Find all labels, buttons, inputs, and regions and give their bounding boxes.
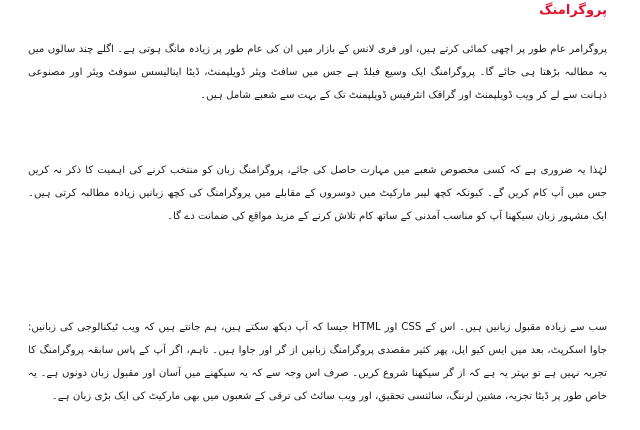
paragraph-3: سب سے زیادہ مقبول زبانیں ہیں۔ اس کے CSS اور HTML جیسا کہ آپ دیکھ سکتے ہیں، ہم جانتے ہیں کہ ویب ٹیکنالوجی کی زبانیں: جاوا اسکرپٹ، بعد میں ایس کیو ایل، پھر کثیر مقصدی پروگرامنگ زبانیں از گر اور جاوا ہیں۔ تاہم، اگر آپ کے پاس سابقہ پروگرامنگ کا تجربہ نہیں ہے تو بہتر یہ ہے کہ از گر سیکھنا شروع کریں۔ صرف اس وجہ سے کہ یہ سیکھنے میں آسان اور مقبول زبان دونوں ہے۔ یہ خاص طور پر ڈیٹا تجزیہ، مشین لرننگ، سائنسی تحقیق، اور ویب سائٹ کی ترقی کے شعبوں میں بھی مارکیٹ کی ایک بڑی زبان ہے۔ (28, 322, 607, 402)
paragraph-2: لہٰذا یہ ضروری ہے کہ کسی مخصوص شعبے میں مہارت حاصل کی جائے، پروگرامنگ زبان کو منتخب کرنے کی اہمیت کا ذکر نہ کریں جس میں آپ کام کریں گے۔ کیونکہ کچھ لیبر مارکیٹ میں دوسروں کے مقابلے میں پروگرامنگ کی کچھ زبانیں زیادہ مطالبہ کرتی ہیں۔ ایک مشہور زبان سیکھنا آپ کو مناسب آمدنی کے ساتھ کام تلاش کرنے کے مزید مواقع کی ضمانت دے گا۔ (28, 165, 607, 222)
page-title: پروگرامنگ (539, 3, 607, 18)
paragraph-1: پروگرامر عام طور پر اچھی کمائی کرتے ہیں، اور فری لانس کے بازار میں ان کی عام طور پر زیادہ مانگ ہوتی ہے۔ اگلے چند سالوں میں یہ مطالبہ بڑھتا ہی جائے گا۔ پروگرامنگ ایک وسیع فیلڈ ہے جس میں سافٹ ویئر ڈویلپمنٹ، ڈیٹا اینالیسس سوفٹ ویئر اور مصنوعی ذہانت سے لے کر ویب ڈویلپمنٹ اور گرافک انٹرفیس ڈویلپمنٹ تک کے بہت سے شعبے شامل ہیں۔ (28, 44, 607, 101)
